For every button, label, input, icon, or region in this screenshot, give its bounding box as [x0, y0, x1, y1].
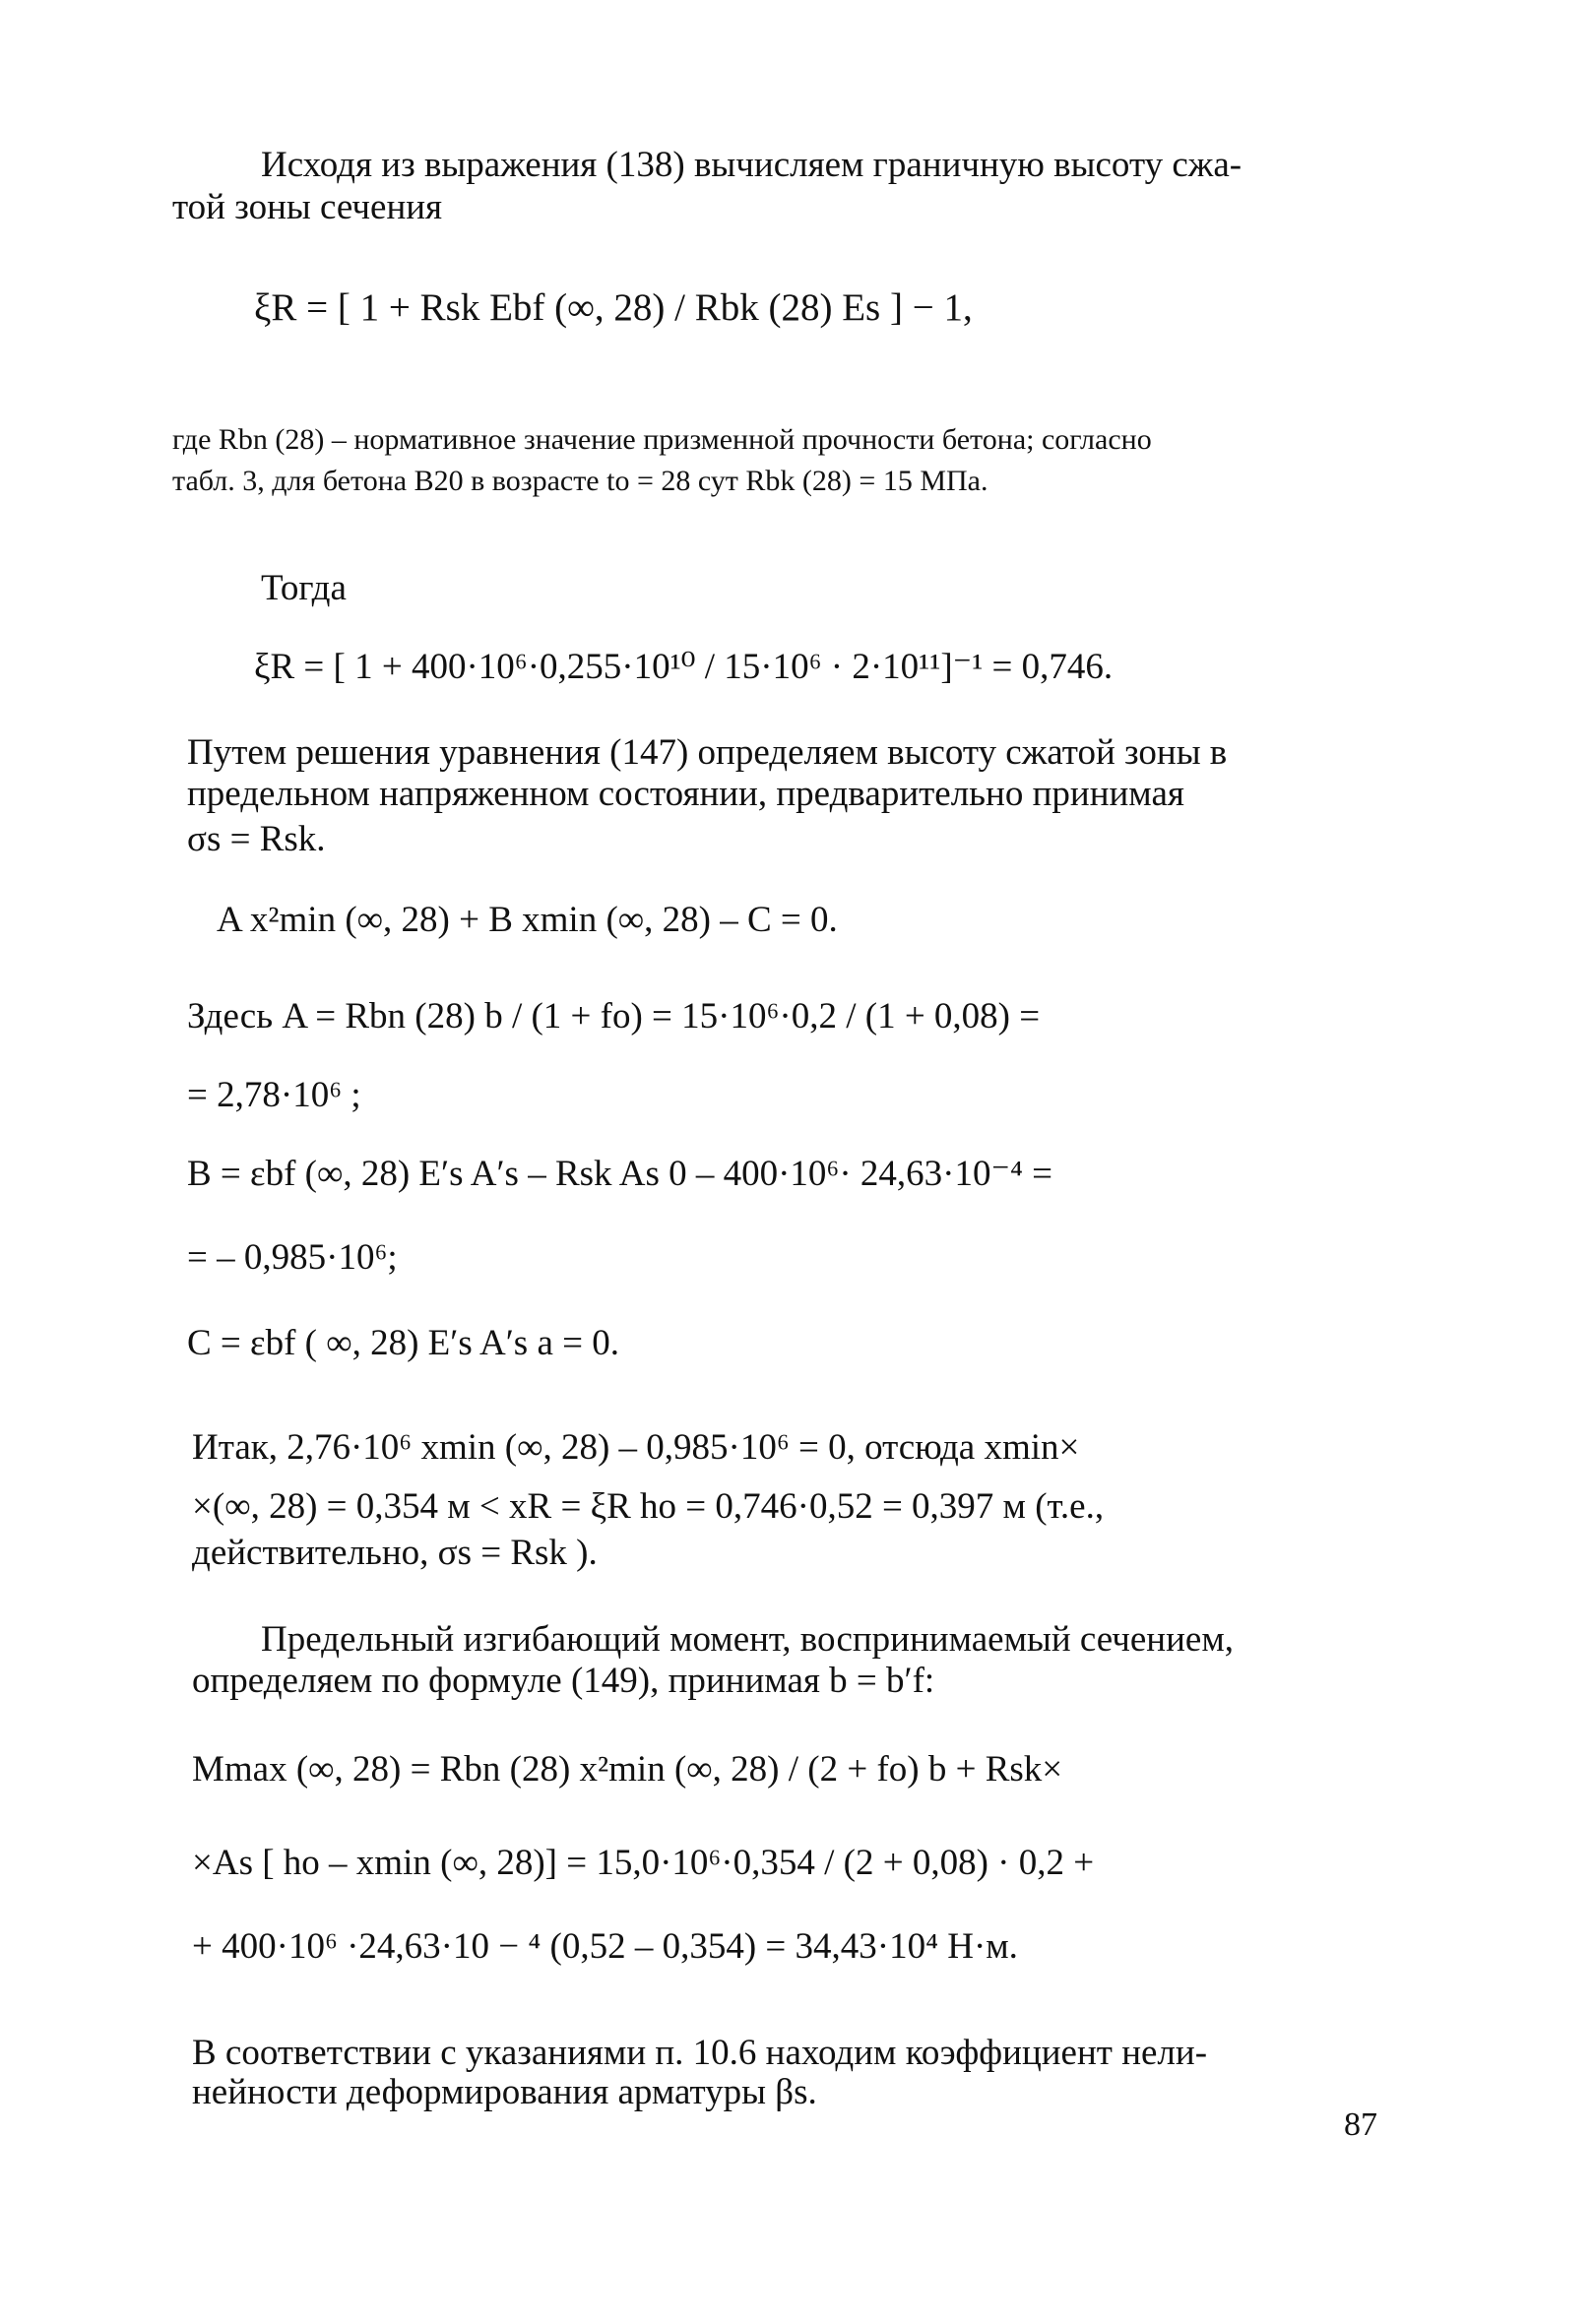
equation-line: A x²min (∞, 28) + B xmin (∞, 28) – C = 0. — [217, 900, 838, 940]
paragraph-line: Предельный изгибающий момент, воспринимаемый сечением, — [261, 1619, 1234, 1660]
paragraph-line: той зоны сечения — [172, 187, 443, 227]
paragraph-line: Итак, 2,76·10⁶ xmin (∞, 28) – 0,985·10⁶ = 0, отсюда xmin× — [192, 1427, 1080, 1468]
paragraph-line: В соответствии с указаниями п. 10.6 находим коэффициент нели- — [192, 2033, 1208, 2073]
paragraph-line: нейности деформирования арматуры βs. — [192, 2072, 817, 2112]
paragraph-line: определяем по формуле (149), принимая b = b′f: — [192, 1661, 935, 1701]
paragraph-line: действительно, σs = Rsk ). — [192, 1533, 598, 1573]
note-line: табл. 3, для бетона В20 в возрасте to = 28 сут Rbk (28) = 15 МПа. — [172, 465, 988, 497]
equation-line: Здесь A = Rbn (28) b / (1 + fo) = 15·10⁶·0,2 / (1 + 0,08) = — [187, 996, 1041, 1036]
paragraph-line: Тогда — [261, 568, 347, 608]
equation-line: + 400·10⁶ ·24,63·10 − ⁴ (0,52 – 0,354) = 34,43·10⁴ Н·м. — [192, 1926, 1018, 1967]
equation-line: C = εbf ( ∞, 28) E′s A′s a = 0. — [187, 1323, 619, 1363]
equation-line: = 2,78·10⁶ ; — [187, 1075, 361, 1115]
paragraph-line: Исходя из выражения (138) вычисляем граничную высоту сжа- — [261, 145, 1243, 185]
paragraph-line: ×(∞, 28) = 0,354 м < xR = ξR ho = 0,746·0,52 = 0,397 м (т.е., — [192, 1486, 1105, 1527]
page-number: 87 — [1344, 2106, 1377, 2143]
formula-xi-r: ξR = [ 1 + Rsk Ebf (∞, 28) / Rbk (28) Es ] − 1, — [254, 286, 973, 329]
paragraph-line: σs = Rsk. — [187, 819, 326, 859]
formula-xi-r-value: ξR = [ 1 + 400·10⁶·0,255·10¹⁰ / 15·10⁶ · 2·10¹¹]⁻¹ = 0,746. — [254, 647, 1114, 687]
equation-line: ×As [ ho – xmin (∞, 28)] = 15,0·10⁶·0,354 / (2 + 0,08) · 0,2 + — [192, 1843, 1095, 1883]
equation-line: = – 0,985·10⁶; — [187, 1237, 398, 1278]
note-line: где Rbn (28) – нормативное значение призменной прочности бетона; согласно — [172, 423, 1152, 456]
paragraph-line: Путем решения уравнения (147) определяем высоту сжатой зоны в — [187, 732, 1228, 773]
equation-line: Mmax (∞, 28) = Rbn (28) x²min (∞, 28) / (2 + fo) b + Rsk× — [192, 1749, 1063, 1790]
equation-line: B = εbf (∞, 28) E′s A′s – Rsk As 0 – 400·10⁶· 24,63·10⁻⁴ = — [187, 1154, 1053, 1194]
paragraph-line: предельном напряженном состоянии, предварительно принимая — [187, 774, 1184, 814]
